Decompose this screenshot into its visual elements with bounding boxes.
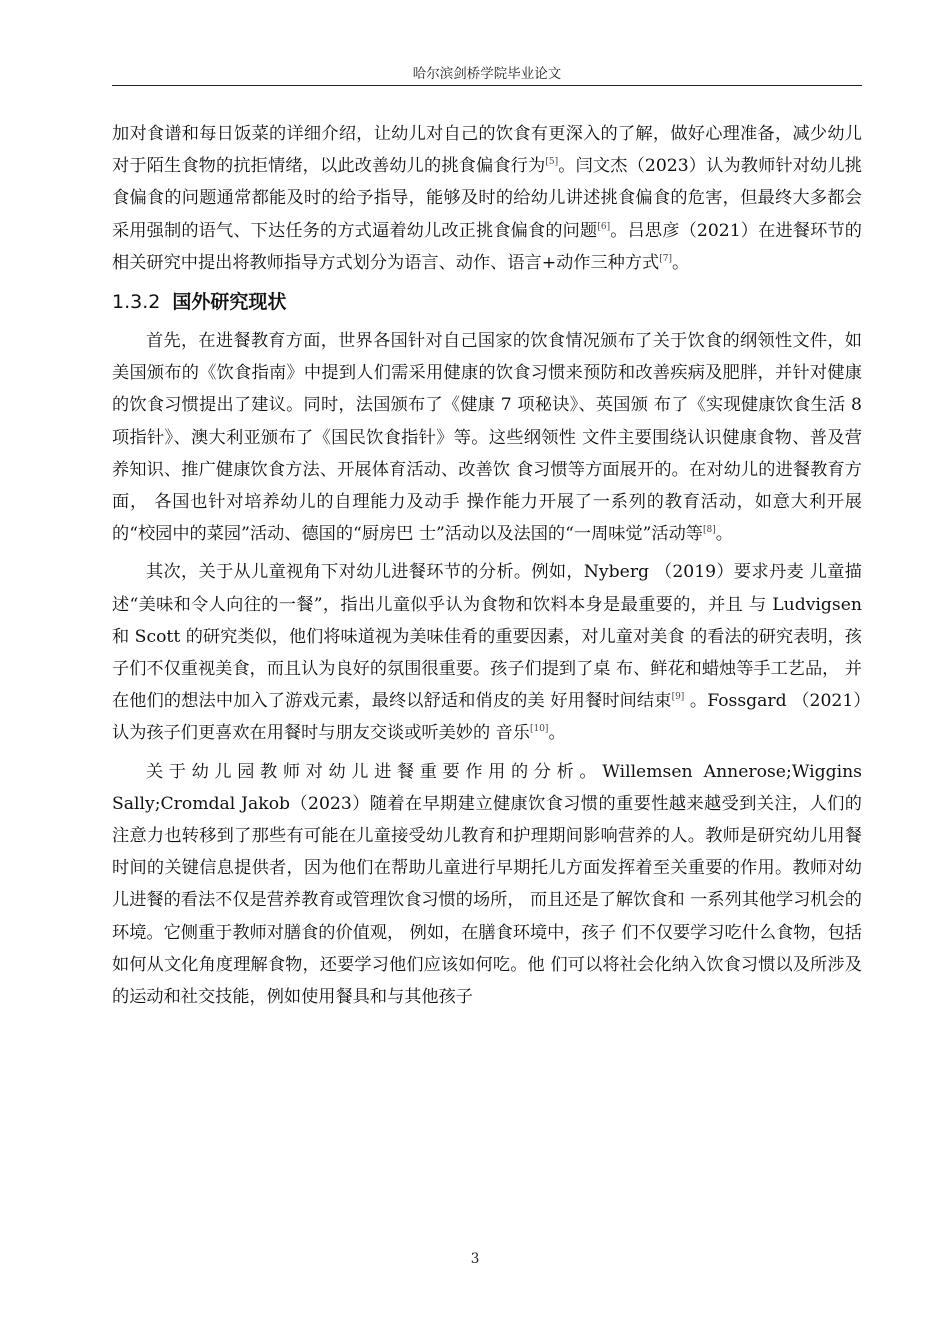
paragraph-3-text-c: 。 <box>548 723 566 744</box>
paragraph-1 <box>112 118 862 279</box>
citation-9: [9] <box>671 692 685 703</box>
citation-6: [6] <box>597 221 611 232</box>
header-rule <box>112 85 862 86</box>
citation-10: [10] <box>529 724 549 735</box>
citation-5: [5] <box>545 157 559 168</box>
paragraph-1-text-d: 。 <box>671 252 690 273</box>
paragraph-4-text-a: 关于幼儿园教师对幼儿进餐重要作用的分析。Willemsen Annerose;Wiggins Sally;Cromdal Jakob（2023）随着在早期建立健康饮食习惯的重要性越来越受到关注，人们的注意力也转移到了那些有可能在儿童接受幼儿教育和护理期间影响营养的人。教师是研究幼儿用餐时间的关键信息提供者，因为他们在帮助儿童进行早期托儿方面发挥着至关重要的作用。教师对幼儿进餐的看法不仅是营养教育或管理饮食习惯的场所， 而且还是了解饮食和 一系列其他学习机会的环境。它侧重于教师对膳食的价值观， 例如，在膳食环境中，孩子 们不仅要学习吃什么食物，包括如何从文化角度理解食物，还要学习他们应该如何吃。他 们可以将社会化纳入饮食习惯以及所涉及的运动和社交技能，例如使用餐具和与其他孩子 <box>112 761 862 1008</box>
paragraph-4 <box>112 756 862 1014</box>
citation-8: [8] <box>703 525 716 536</box>
document-body <box>112 118 862 1013</box>
page-number: 3 <box>470 1251 480 1267</box>
paragraph-3 <box>112 556 862 749</box>
paragraph-1-text-b: 。闫文杰（2023）认为教师针对幼儿挑食偏食的问题通常都能及时的给予指导，能够及时的给幼儿讲述挑食偏食的危害，但最终大多都会采用强制的语气、下达任务的方式逼着幼儿改正挑食偏食的问题 <box>112 156 862 241</box>
paragraph-1-text-a: 加对食谱和每日饭菜的详细介绍，让幼儿对自己的饮食有更深入的了解，做好心理准备，减少幼儿对于陌生食物的抗拒情绪，以此改善幼儿的挑食偏食行为 <box>112 124 862 177</box>
paragraph-2-text-b: 。 <box>715 524 733 545</box>
section-number: 1.3.2 <box>112 291 161 314</box>
section-title: 国外研究现状 <box>172 291 287 314</box>
page-header: 哈尔滨剑桥学院毕业论文 <box>412 66 562 82</box>
paragraph-2-text-a: 首先，在进餐教育方面，世界各国针对自己国家的饮食情况颁布了关于饮食的纲领性文件，如美国颁布的《饮食指南》中提到人们需采用健康的饮食习惯来预防和改善疾病及肥胖，并针对健康的饮食习惯提出了建议。同时，法国颁布了《健康 7 项秘诀》、英国颁 布了《实现健康饮食生活 8 项指针》、澳大利亚颁布了《国民饮食指针》等。这些纲领性 文件主要围绕认识健康食物、普及营养知识、推广健康饮食方法、开展体育活动、改善饮 食习惯等方面展开的。在对幼儿的进餐教育方面， 各国也针对培养幼儿的自理能力及动手 操作能力开展了一系列的教育活动，如意大利开展的“校园中的菜园”活动、德国的“厨房巴 士”活动以及法国的“一周味觉”活动等 <box>112 331 862 545</box>
section-heading <box>112 287 862 317</box>
citation-7: [7] <box>659 253 672 264</box>
paragraph-3-text-b: 。Fossgard （2021）认为孩子们更喜欢在用餐时与朋友交谈或听美妙的 音乐 <box>112 691 863 744</box>
paragraph-3-text-a: 其次，关于从儿童视角下对幼儿进餐环节的分析。例如，Nyberg （2019）要求丹麦 儿童描述“美味和令人向往的一餐”，指出儿童似乎认为食物和饮料本身是最重要的，并且 与 Ludvigsen 和 Scott 的研究类似，他们将味道视为美味佳肴的重要因素，对儿童对美食 的看法的研究表明，孩子们不仅重视美食，而且认为良好的氛围很重要。孩子们提到了桌 布、鲜花和蜡烛等手工艺品， 并在他们的想法中加入了游戏元素，最终以舒适和俏皮的美 好用餐时间结束 <box>112 562 862 712</box>
paragraph-1-text-c: 。吕思彦（2021）在进餐环节的相关研究中提出将教师指导方式划分为语言、动作、语言+动作三种方式 <box>112 220 862 273</box>
paragraph-2 <box>112 325 862 550</box>
